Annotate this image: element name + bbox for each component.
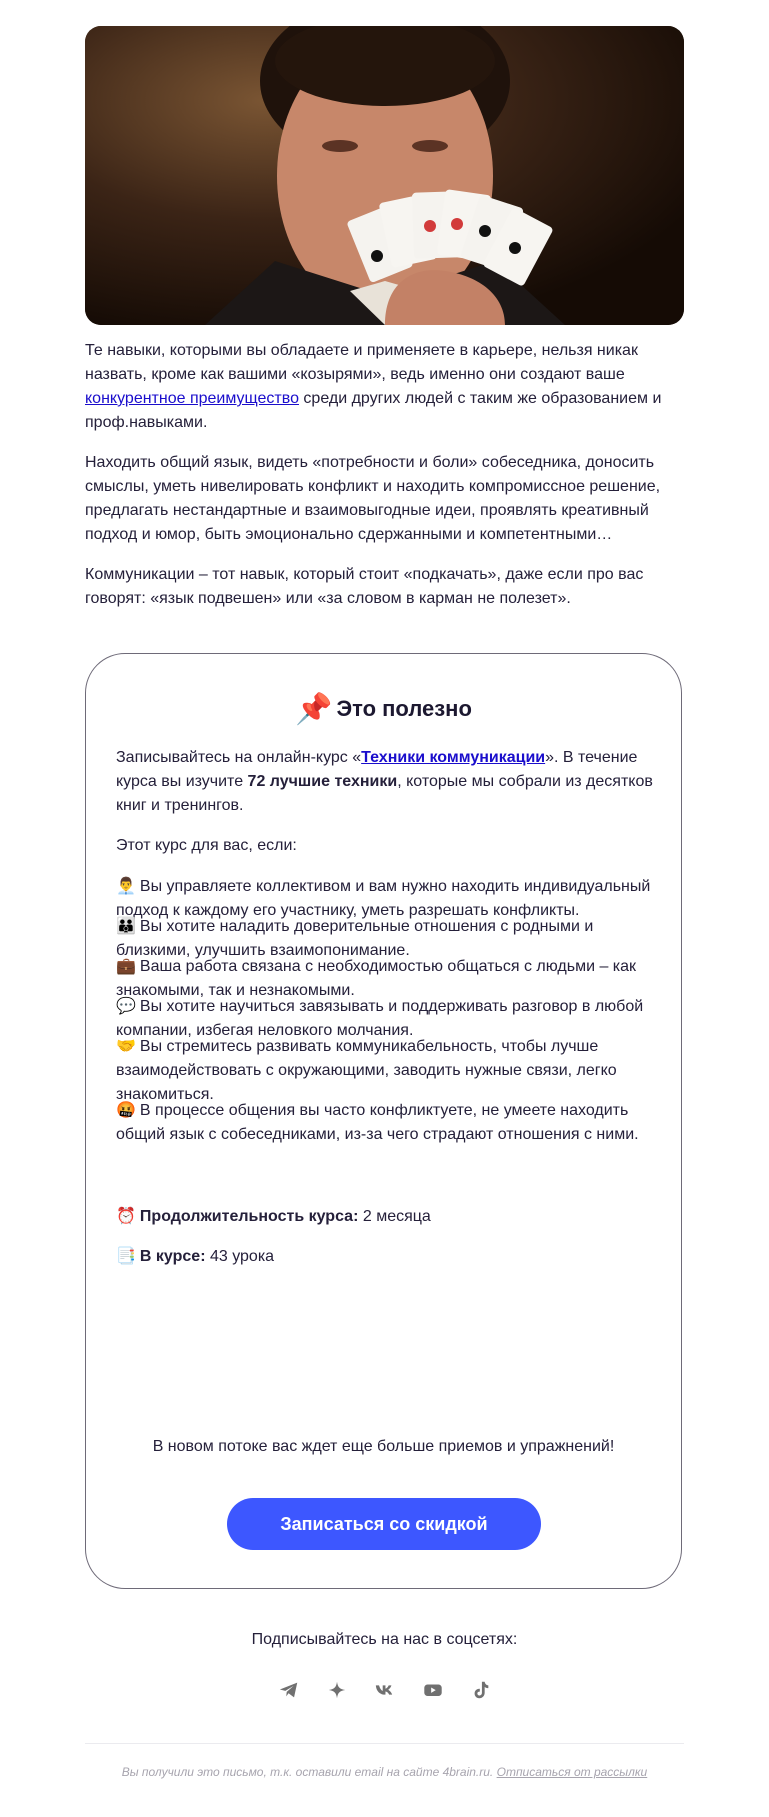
card-title-text: Это полезно bbox=[336, 696, 472, 721]
telegram-icon[interactable] bbox=[273, 1674, 305, 1706]
list-item bbox=[116, 1098, 656, 1147]
list-item-text: Вы хотите научиться завязывать и поддерживать разговор в любой компании, избегая неловкого молчания. bbox=[116, 998, 644, 1039]
enroll-paragraph bbox=[116, 746, 656, 818]
intro-paragraph-1 bbox=[85, 339, 685, 435]
footer-divider bbox=[85, 1743, 684, 1744]
enroll-text: , которые мы собрали из десятков книг и тренингов. bbox=[116, 773, 653, 814]
card-title bbox=[86, 692, 681, 727]
course-lessons bbox=[116, 1244, 656, 1269]
list-item-text: Вы хотите наладить доверительные отношения с родными и близкими, улучшить взаимопонимание. bbox=[116, 918, 594, 959]
duration-label: Продолжительность курса: bbox=[139, 1208, 359, 1225]
intro-paragraph-3 bbox=[85, 563, 685, 611]
youtube-icon[interactable] bbox=[417, 1674, 449, 1706]
new-stream-note: В новом потоке вас ждет еще больше приемов и упражнений! bbox=[152, 1438, 615, 1455]
bookmark-tabs-icon: 📑 bbox=[116, 1246, 136, 1265]
course-card bbox=[85, 653, 682, 1589]
footer-text: Вы получили это письмо, т.к. оставили email на сайте 4brain.ru. bbox=[121, 1765, 497, 1779]
course-duration bbox=[116, 1204, 656, 1229]
unsubscribe-link[interactable]: Отписаться от рассылки bbox=[496, 1765, 648, 1779]
footer-note bbox=[0, 1765, 769, 1779]
hero-image bbox=[85, 26, 684, 325]
briefcase-icon: 💼 bbox=[116, 956, 136, 975]
tiktok-icon[interactable] bbox=[465, 1674, 497, 1706]
poker-player-illustration bbox=[85, 26, 684, 325]
course-link[interactable]: Техники коммуникации bbox=[361, 749, 546, 766]
angry-face-icon: 🤬 bbox=[116, 1100, 136, 1119]
competitive-advantage-link[interactable]: конкурентное преимущество bbox=[85, 390, 299, 407]
lessons-value: 43 урока bbox=[205, 1248, 275, 1265]
vk-icon[interactable] bbox=[369, 1674, 401, 1706]
list-item-text: Вы стремитесь развивать коммуникабельность, чтобы лучше взаимодействовать с окружающими, заводить нужные связи, легко знакомиться. bbox=[116, 1038, 617, 1103]
alarm-clock-icon: ⏰ bbox=[116, 1206, 136, 1225]
list-item-text: В процессе общения вы часто конфликтуете, не умеете находить общий язык с собеседниками, из-за чего страдают отношения с ними. bbox=[116, 1102, 639, 1143]
list-item-text: Вы управляете коллективом и вам нужно находить индивидуальный подход к каждому его участнику, уметь разрешать конфликты. bbox=[116, 878, 651, 919]
lessons-label: В курсе: bbox=[139, 1248, 206, 1265]
for-you-heading bbox=[116, 834, 656, 858]
handshake-icon: 🤝 bbox=[116, 1036, 136, 1055]
office-worker-icon: 👨‍💼 bbox=[116, 876, 136, 895]
intro-text: Коммуникации – тот навык, который стоит «подкачать», даже если про вас говорят: «язык подвешен» или «за словом в карман не полезет». bbox=[85, 566, 644, 607]
social-links bbox=[0, 1674, 769, 1706]
social-title: Подписывайтесь на нас в соцсетях: bbox=[251, 1631, 518, 1648]
intro-text: Те навыки, которыми вы обладаете и применяете в карьере, нельзя никак назвать, кроме как вашими «козырями», ведь именно они создают ваше bbox=[85, 342, 638, 383]
enroll-discount-button[interactable]: Записаться со скидкой bbox=[227, 1498, 541, 1550]
intro-text: Находить общий язык, видеть «потребности и боли» собеседника, доносить смыслы, уметь нивелировать конфликт и находить компромиссное решение, предлагать нестандартные и взаимовыгодные идеи, проявлять креативный подход и юмор, быть эмоционально сдержанными и компетентными… bbox=[85, 454, 661, 543]
list-item-text: Ваша работа связана с необходимостью общаться с людьми – как знакомыми, так и незнакомыми. bbox=[116, 958, 637, 999]
intro-paragraph-2 bbox=[85, 451, 685, 547]
for-you-text: Этот курс для вас, если: bbox=[116, 837, 297, 854]
pushpin-icon: 📌 bbox=[295, 693, 333, 726]
speech-bubble-icon: 💬 bbox=[116, 996, 136, 1015]
techniques-count: 72 лучшие техники bbox=[247, 773, 398, 790]
enroll-text: Записывайтесь на онлайн-курс « bbox=[116, 749, 362, 766]
family-icon: 👪 bbox=[116, 916, 136, 935]
intro-text: среди других людей с таким же образованием и проф.навыками. bbox=[85, 390, 662, 431]
list-item bbox=[116, 1034, 656, 1107]
enroll-text: ». В течение курса вы изучите bbox=[116, 749, 638, 790]
duration-value: 2 месяца bbox=[358, 1208, 431, 1225]
sparkle-icon[interactable] bbox=[321, 1674, 353, 1706]
